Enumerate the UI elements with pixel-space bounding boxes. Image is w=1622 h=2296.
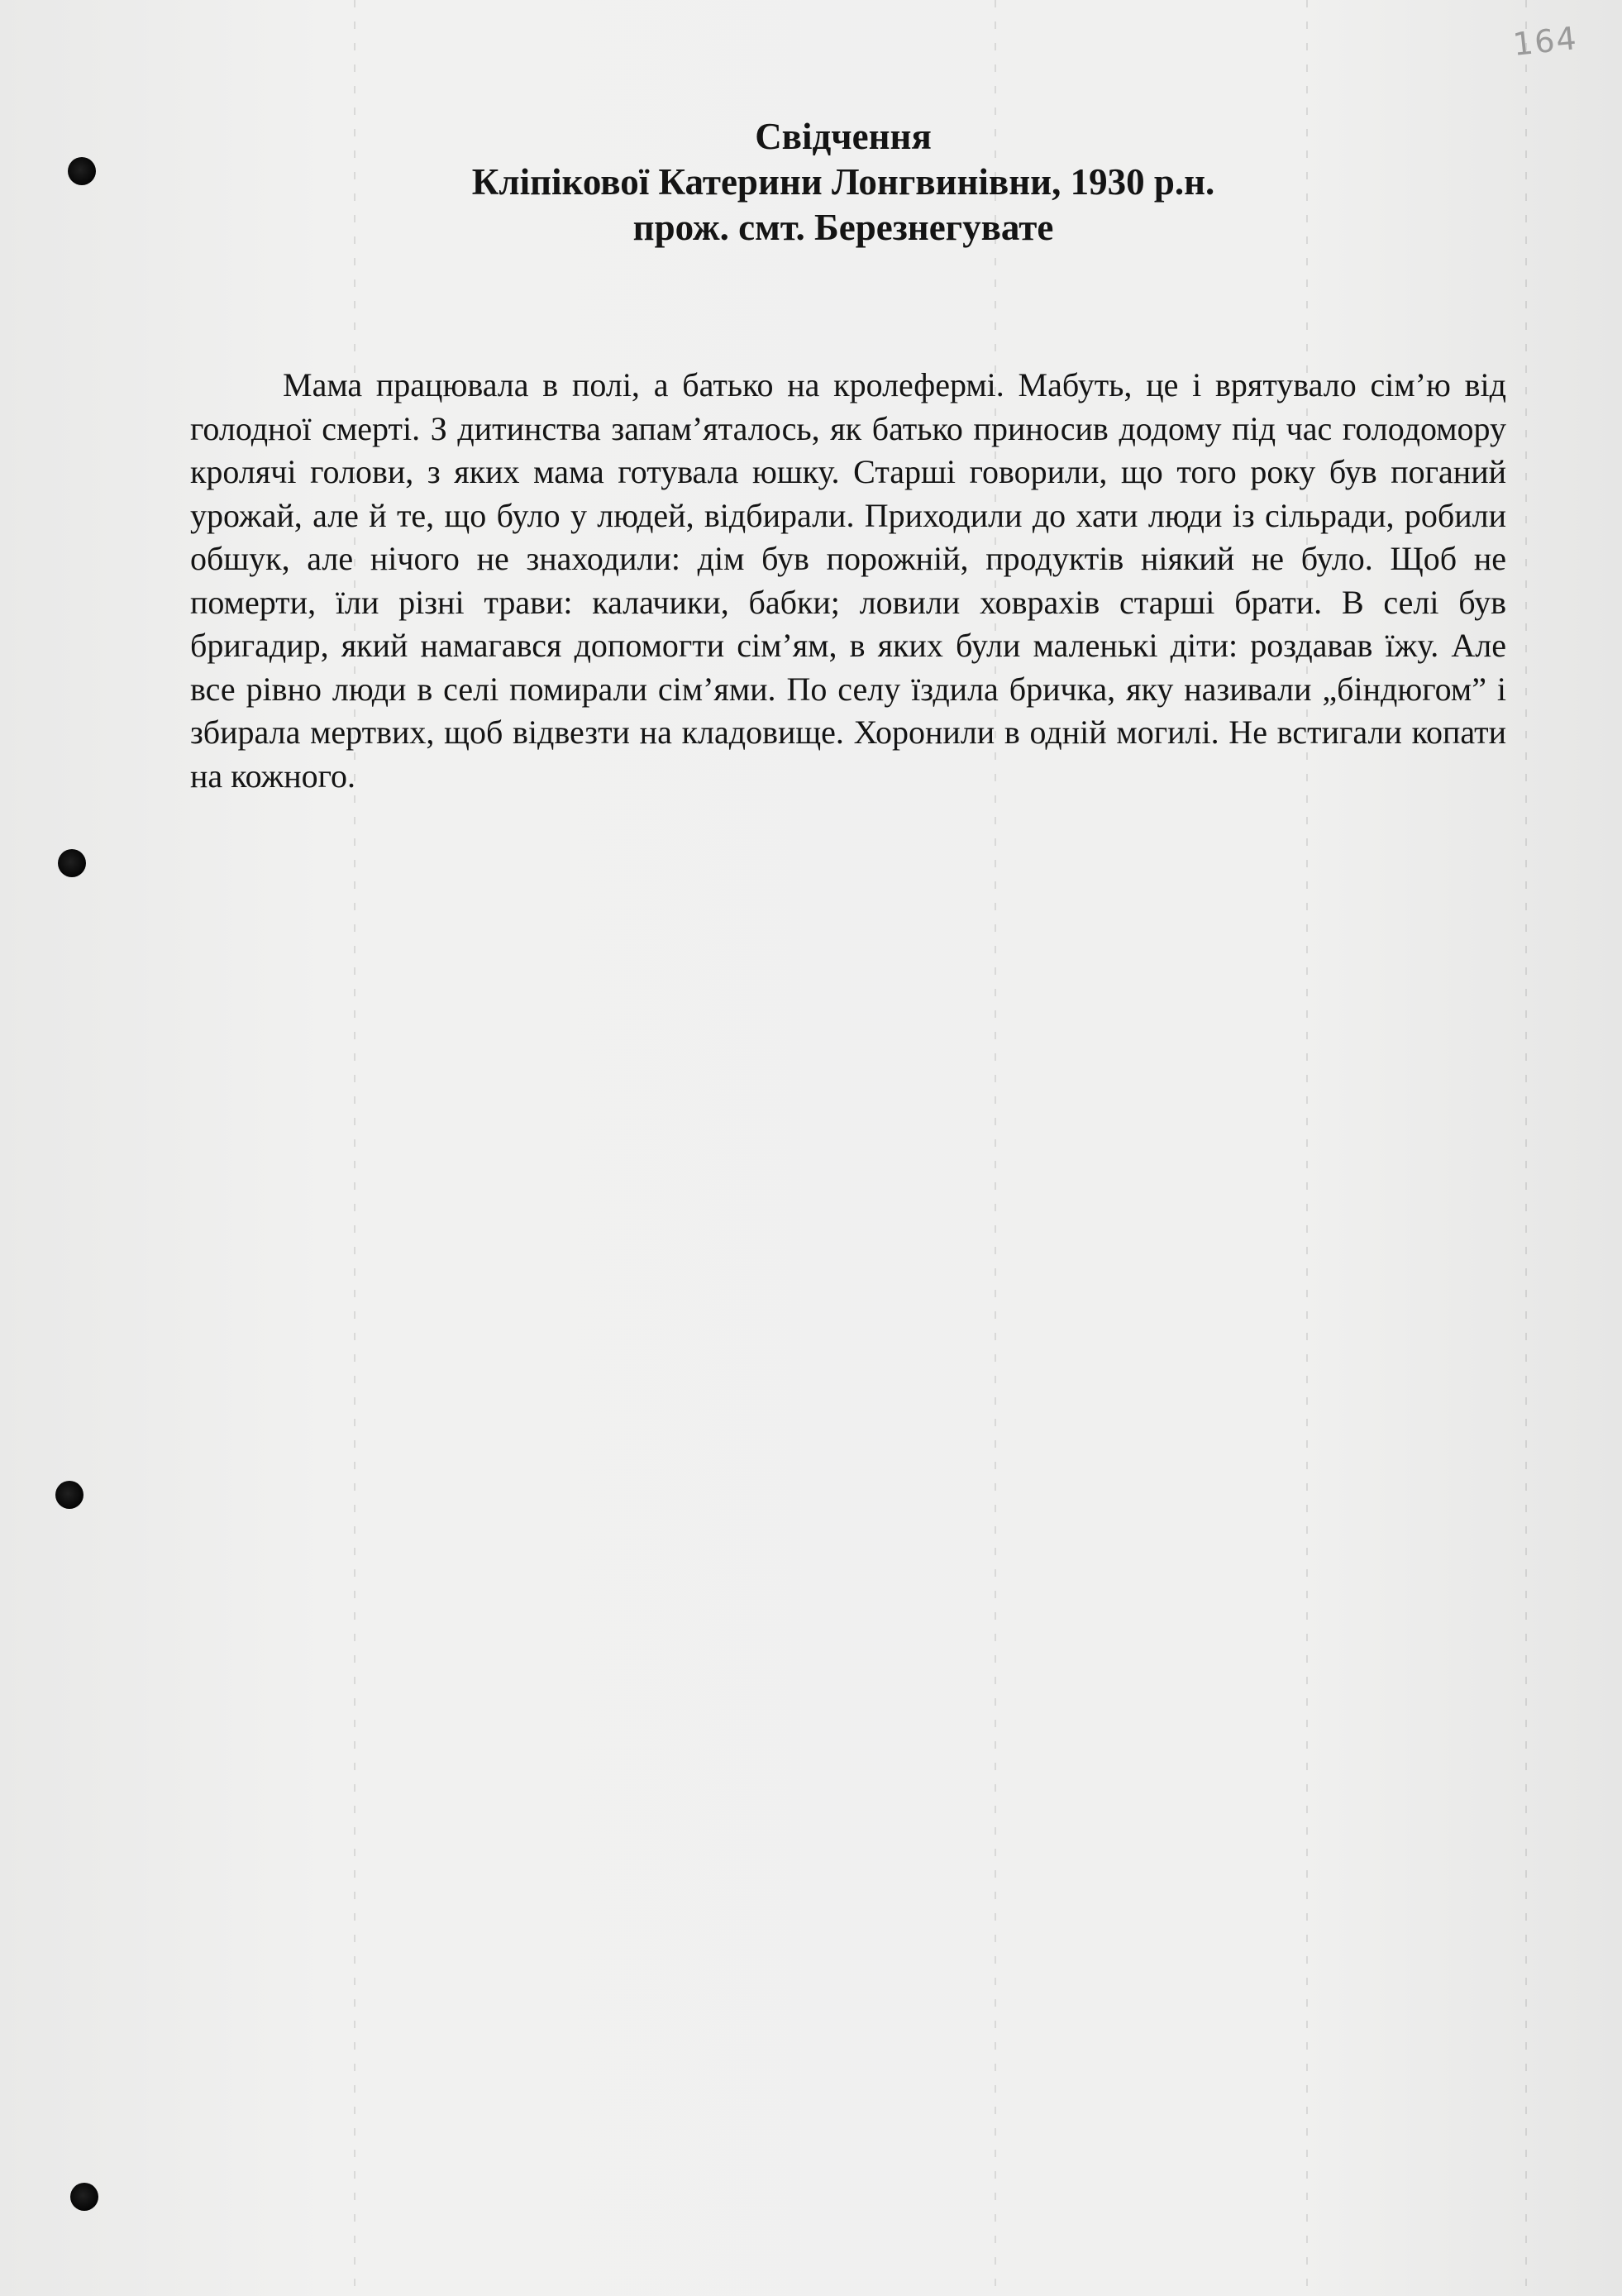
document-title: Свідчення xyxy=(755,116,932,157)
witness-name: Кліпікової Катерини Лонгвинівни, 1930 р.н. xyxy=(471,161,1215,203)
document-header xyxy=(0,114,1622,251)
punch-hole xyxy=(70,2183,98,2211)
punch-hole xyxy=(55,1481,83,1509)
punch-hole xyxy=(58,849,86,877)
scan-streak xyxy=(995,0,996,2296)
scan-streak xyxy=(1525,0,1527,2296)
handwritten-page-number: 164 xyxy=(1510,20,1580,63)
testimony-paragraph: Мама працювала в полі, а батько на кролефермі. Мабуть, це і врятувало сім’ю від голодної смерті. З дитинства запам’яталось, як батько приносив додому під час голодомору кролячі голови, з яких мама готувала юшку. Старші говорили, що того року був поганий урожай, але й те, що було у людей, відбирали. Приходили до хати люди із сільради, робили обшук, але нічого не знаходили: дім був порожній, продуктів ніякий не було. Щоб не померти, їли різні трави: калачики, бабки; ловили ховрахів старші брати. В селі був бригадир, який намагався допомогти сім’ям, в яких були маленькі діти: роздавав їжу. Але все рівно люди в селі помирали сім’ями. По селу їздила бричка, яку називали „біндюгом” і збирала мертвих, щоб відвезти на кладовище. Хоронили в одній могилі. Не встигали копати на кожного. xyxy=(190,366,1506,795)
scan-streak xyxy=(1306,0,1308,2296)
witness-residence: прож. смт. Березнегувате xyxy=(632,207,1054,248)
scan-streak xyxy=(354,0,355,2296)
